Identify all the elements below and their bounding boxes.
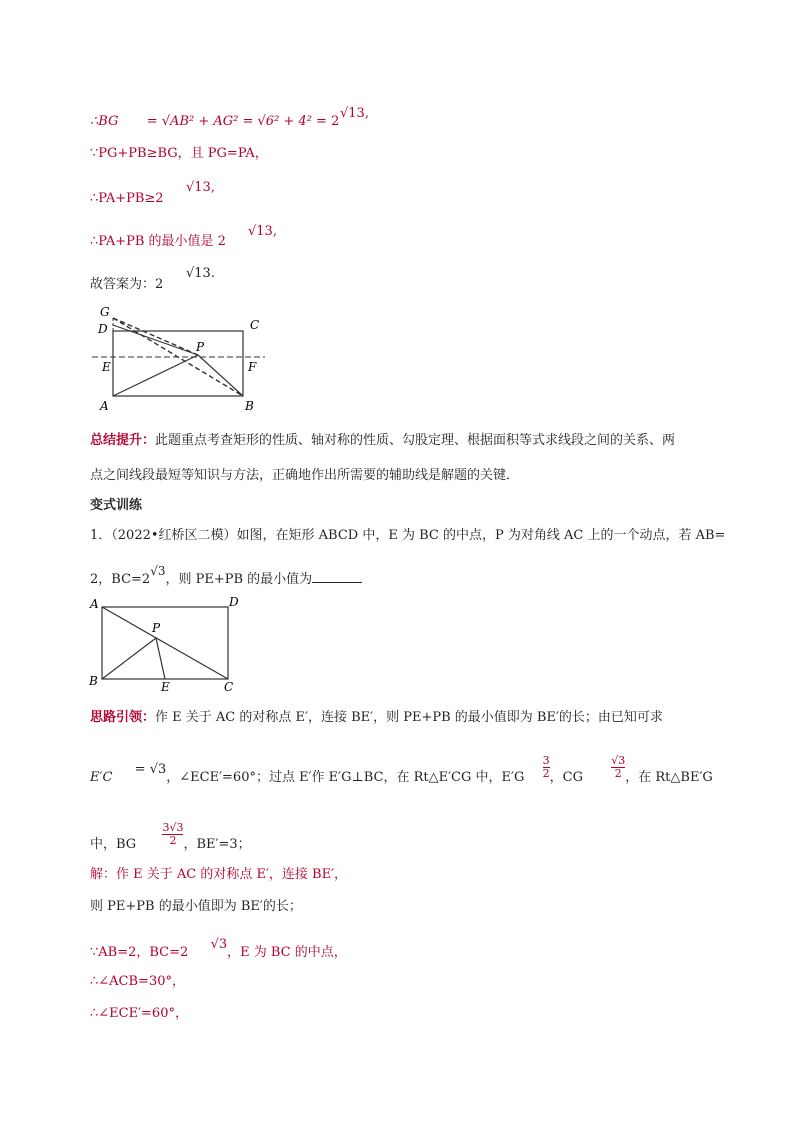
inequality-line: ∵PG+PB≥BG，且 PG=PA，	[90, 146, 268, 161]
label-f: F	[248, 360, 257, 374]
line-pb	[198, 355, 243, 396]
min-sum-line: ∴PA+PB≥2	[90, 191, 164, 206]
hint-line-3: 中，BG $\frac{3√3}{2}$ ，BE′=3；	[90, 821, 251, 852]
bg-root: √13,	[340, 106, 369, 121]
solution-line-3: ∵AB=2，BC=2 √3，E 为 BC 的中点，	[90, 937, 347, 960]
min-value-line: ∴PA+PB 的最小值是 2	[90, 234, 226, 249]
label-p: P	[196, 340, 205, 354]
line-dp	[113, 325, 198, 355]
fraction-cg: $\frac{√3}{2}$	[611, 754, 626, 780]
summary-line-2: 点之间线段最短等知识与方法，正确地作出所需要的辅助线是解题的关键．	[90, 468, 520, 483]
figure-rectangle-pe	[86, 596, 246, 696]
figure-rectangle-gp	[90, 305, 270, 415]
label-g: G	[100, 305, 110, 319]
answer-line: 故答案为：2	[90, 277, 164, 292]
diagonal-ac	[102, 607, 228, 679]
label-e2: E	[161, 680, 170, 694]
label-b2: B	[89, 674, 98, 688]
bg-equation: ∴BG = √AB² + AG² = √6² + 4² = 2	[90, 114, 340, 129]
summary-line-1: 总结提升：此题重点考查矩形的性质、轴对称的性质、勾股定理、根据面积等式求线段之间的关系、两	[90, 433, 676, 448]
label-d: D	[98, 322, 108, 336]
answer-blank[interactable]	[312, 570, 362, 583]
problem-line-1: 1．（2022•红桥区二模）如图，在矩形 ABCD 中，E 为 BC 的中点，P 为对角线 AC 上的一个动点，若 AB=	[90, 528, 726, 543]
summary-label: 总结提升：	[90, 433, 156, 448]
problem-line-2: 2，BC=2√3，则 PE+PB 的最小值为	[90, 570, 362, 589]
line-bp	[102, 638, 156, 679]
line-ap	[113, 355, 198, 396]
answer-root: √13.	[186, 266, 215, 281]
section-title: 变式训练	[90, 498, 143, 513]
solution-line-5: ∴∠ECE′=60°，	[90, 1006, 188, 1021]
fraction-bg: $\frac{3√3}{2}$	[162, 821, 184, 847]
min-value-root: √13,	[248, 224, 277, 239]
hint-line-1: 思路引领：作 E 关于 AC 的对称点 E′，连接 BE′，则 PE+PB 的最小值即为 BE′的长；由已知可求	[90, 710, 663, 725]
label-e: E	[102, 360, 111, 374]
min-sum-root: √13,	[186, 180, 215, 195]
label-c: C	[250, 318, 260, 332]
label-d2: D	[229, 596, 239, 609]
line-gp	[113, 318, 198, 355]
label-b: B	[245, 399, 254, 413]
hint-label: 思路引领：	[90, 710, 156, 725]
label-a2: A	[90, 597, 99, 611]
hint-line-2: E′C = √3，∠ECE′=60°；过点 E′作 E′G⊥BC，在 Rt△E′CG 中，E′G $\frac{3}{2}$ ，CG $\frac{√3}{2}$ ，在 Rt△BE′G	[90, 754, 713, 785]
solution-line-2: 则 PE+PB 的最小值即为 BE′的长；	[90, 899, 302, 914]
line-pe	[156, 638, 165, 679]
label-p2: P	[152, 621, 161, 635]
fraction-eg: $\frac{3}{2}$	[542, 754, 550, 780]
solution-line-1: 解：作 E 关于 AC 的对称点 E′，连接 BE′，	[90, 867, 348, 882]
solution-line-4: ∴∠ACB=30°，	[90, 974, 185, 989]
label-a: A	[100, 399, 109, 413]
label-c2: C	[224, 680, 234, 694]
